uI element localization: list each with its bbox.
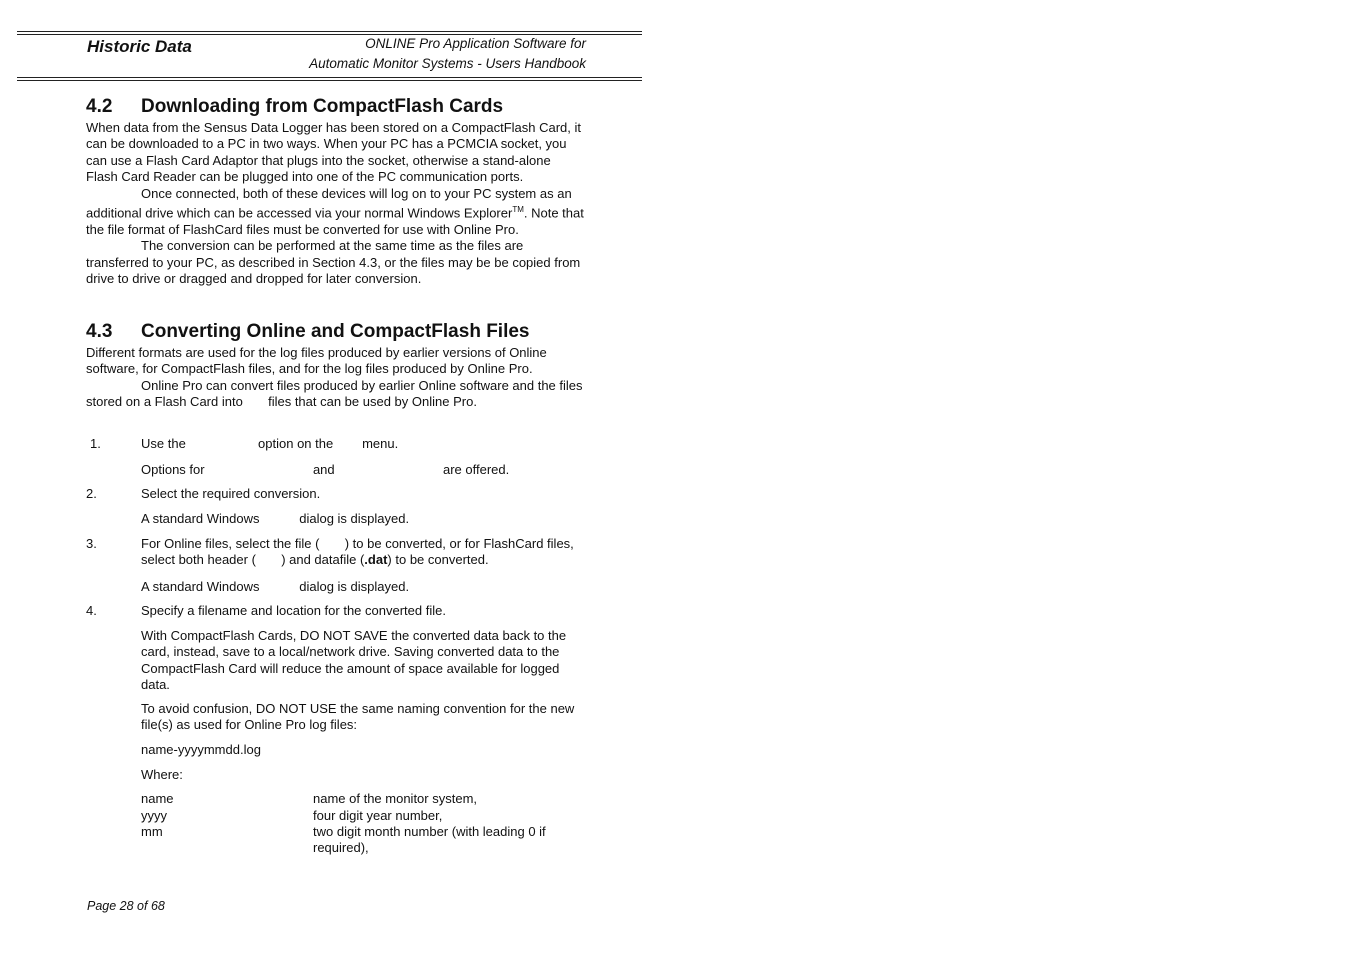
step-1-number: 1. <box>90 436 101 451</box>
section-4-2-body <box>86 120 586 287</box>
header-doc-title-line1: ONLINE Pro Application Software for <box>365 36 586 51</box>
definition-description: two digit month number (with leading 0 if required), <box>313 824 546 856</box>
trademark-superscript: TM <box>512 205 524 215</box>
header-section-title: Historic Data <box>87 37 192 56</box>
section-4-3-para1: Different formats are used for the log files produced by earlier versions of Online software, for CompactFlash files, and for the log files produced by Online Pro. <box>86 345 547 377</box>
section-4-2-para3: The conversion can be performed at the same time as the files are transferred to your PC, as described in Section 4.3, or the files may be be copied from drive to drive or dragged and dropped for later conversion. <box>86 238 581 286</box>
definition-term: mm <box>141 824 163 839</box>
section-4-3-heading <box>86 321 530 343</box>
page-number: Page 28 of 68 <box>87 899 165 913</box>
header-rule-bottom <box>17 80 642 81</box>
where-label: Where: <box>141 767 183 782</box>
step-3-text <box>141 536 586 569</box>
definition-description: four digit year number, <box>313 808 443 823</box>
step-3-text-a: For Online files, select the file ( ) to be converted, or for FlashCard files, select both header ( ) and datafile ( <box>141 536 578 568</box>
definition-term: name <box>141 791 174 806</box>
definition-term: yyyy <box>141 808 167 823</box>
step-1-note: Options for and are offered. <box>141 462 510 477</box>
filename-pattern: name-yyyymmdd.log <box>141 742 261 757</box>
section-4-2-heading <box>86 96 503 118</box>
step-2-text: Select the required conversion. <box>141 486 321 501</box>
header-rule-top <box>17 31 642 32</box>
section-4-2-para2-b: . Note that the file format of FlashCard files must be converted for use with Online Pro. <box>86 205 584 237</box>
step-2-note: A standard Windows dialog is displayed. <box>141 511 410 526</box>
section-4-3-number: 4.3 <box>86 321 113 342</box>
step-4-text: Specify a filename and location for the converted file. <box>141 603 446 618</box>
header-rule-bottom-inner <box>17 77 642 78</box>
section-4-2-title: Downloading from CompactFlash Cards <box>141 96 504 117</box>
step-1-text: Use the option on the menu. <box>141 436 399 451</box>
section-4-3-title: Converting Online and CompactFlash Files <box>141 321 530 342</box>
header-doc-title-line2: Automatic Monitor Systems - Users Handbook <box>309 56 586 71</box>
step-3-number: 3. <box>86 536 97 551</box>
section-4-2-number: 4.2 <box>86 96 113 117</box>
step-3-text-b: ) to be converted. <box>387 552 489 568</box>
step-3-note: A standard Windows dialog is displayed. <box>141 579 410 594</box>
step-4-naming-note: To avoid confusion, DO NOT USE the same naming convention for the new file(s) as used for Online Pro log files: <box>141 701 575 733</box>
dat-extension: .dat <box>364 552 388 568</box>
section-4-2-para1: When data from the Sensus Data Logger has been stored on a CompactFlash Card, it can be downloaded to a PC in two ways. When your PC has a PCMCIA socket, you can use a Flash Card Adaptor that plugs into the socket, otherwise a stand-alone Flash Card Reader can be plugged into one of the PC communication ports. <box>86 120 581 185</box>
definition-description: name of the monitor system, <box>313 791 478 806</box>
section-4-2-para2-a: Once connected, both of these devices will log on to your PC system as an additional drive which can be accessed via your normal Windows Explorer <box>86 185 572 221</box>
section-4-3-body <box>86 345 586 411</box>
step-4-warning: With CompactFlash Cards, DO NOT SAVE the converted data back to the card, instead, save to a local/network drive. Saving converted data to the CompactFlash Card will reduce the amount of space available for logged data. <box>141 628 567 693</box>
section-4-3-para2: Online Pro can convert files produced by earlier Online software and the files stored on a Flash Card into files that can be used by Online Pro. <box>86 377 587 410</box>
step-2-number: 2. <box>86 486 97 501</box>
step-4-number: 4. <box>86 603 97 618</box>
section-4-2-para2 <box>86 186 586 239</box>
